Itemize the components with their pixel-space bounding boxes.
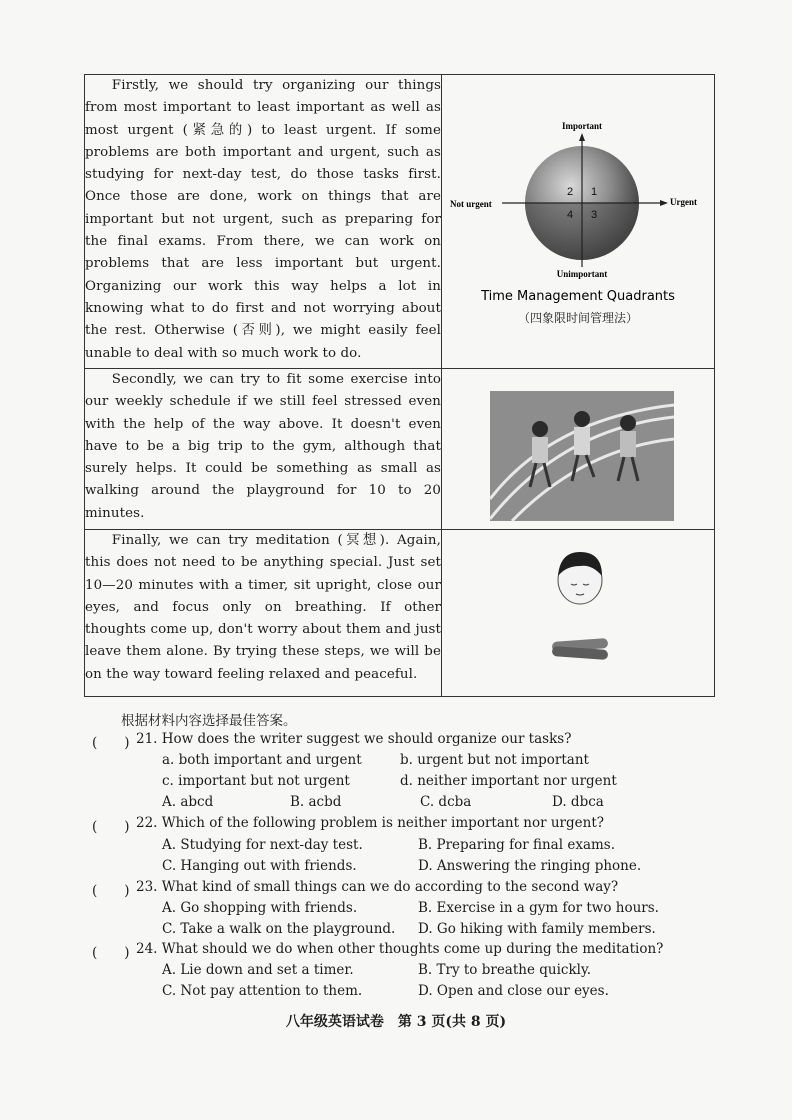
passage-cell-3 <box>85 530 442 697</box>
meditation-illustration <box>442 530 714 694</box>
passage-cell-1 <box>85 75 442 369</box>
q23-option-b[interactable]: B. Exercise in a gym for two hours. <box>418 900 659 916</box>
q21-item-b: b. urgent but not important <box>400 752 589 768</box>
q22-option-b[interactable]: B. Preparing for final exams. <box>418 837 616 853</box>
quadrant-diagram <box>442 75 714 305</box>
q24-option-b[interactable]: B. Try to breathe quickly. <box>418 962 592 978</box>
passage-paragraph-1: Firstly, we should try organizing our things from most important to least important as well as most urgent (紧急的) to least urgent. If some problems are both important and urgent, such as studying for next-day test, do those tasks first. Once those are done, work on things that are important but not urgent, such as preparing for the final exams. From there, we can work on problems that are less important but urgent. Organizing our work this way helps a lot in knowing what to do first and not worrying about the rest. Otherwise (否则), we might easily feel unable to deal with so much work to do. <box>85 78 441 361</box>
quadrant-figure-cell <box>442 75 715 369</box>
q24-option-c[interactable]: C. Not pay attention to them. <box>162 983 363 999</box>
answer-blank-23[interactable]: ( ) <box>92 883 130 899</box>
quadrant-1: 1 <box>591 186 598 198</box>
quadrant-3: 3 <box>591 209 598 221</box>
meditating-head-icon <box>558 552 602 604</box>
crossed-hands-icon <box>552 638 609 660</box>
q21-option-b[interactable]: B. acbd <box>290 794 342 810</box>
exercise-illustration-cell <box>442 369 715 530</box>
quadrant-4: 4 <box>567 209 574 221</box>
figure-caption-cn: （四象限时间管理法） <box>517 311 638 325</box>
q22-option-a[interactable]: A. Studying for next-day test. <box>162 837 363 853</box>
q23-option-c[interactable]: C. Take a walk on the playground. <box>162 921 396 937</box>
label-unimportant: Unimportant <box>556 269 608 279</box>
passage-cell-2 <box>85 369 442 530</box>
q21-item-a: a. both important and urgent <box>162 752 362 768</box>
q22-option-d[interactable]: D. Answering the ringing phone. <box>418 858 642 874</box>
question-22-text: 22. Which of the following problem is neither important nor urgent? <box>136 815 604 831</box>
figure-caption-en: Time Management Quadrants <box>481 289 675 304</box>
q21-item-d: d. neither important nor urgent <box>400 773 617 789</box>
kids-running-illustration <box>442 369 714 527</box>
label-not-urgent: Not urgent <box>450 199 492 209</box>
quadrant-2: 2 <box>567 186 574 198</box>
q22-option-c[interactable]: C. Hanging out with friends. <box>162 858 357 874</box>
q24-option-a[interactable]: A. Lie down and set a timer. <box>162 962 354 978</box>
question-21-text: 21. How does the writer suggest we should organize our tasks? <box>136 731 572 747</box>
q21-option-d[interactable]: D. dbca <box>552 794 604 810</box>
axis-arrow-right-icon <box>660 200 668 206</box>
page-footer: 八年级英语试卷 第 3 页(共 8 页) <box>285 1014 507 1030</box>
answer-blank-21[interactable]: ( ) <box>92 735 130 751</box>
q24-option-d[interactable]: D. Open and close our eyes. <box>418 983 609 999</box>
instruction: 根据材料内容选择最佳答案。 <box>121 713 297 729</box>
answer-blank-22[interactable]: ( ) <box>92 819 130 835</box>
reading-table <box>84 74 715 697</box>
q21-item-c: c. important but not urgent <box>162 773 350 789</box>
axis-arrow-up-icon <box>579 133 585 141</box>
meditation-illustration-cell <box>442 530 715 697</box>
q23-option-d[interactable]: D. Go hiking with family members. <box>418 921 656 937</box>
passage-paragraph-3: Finally, we can try meditation (冥想). Again, this does not need to be anything special. Just set 10—20 minutes with a timer, sit upright, close our eyes, and focus only on breathing. If other thoughts come up, don't worry about them and just leave them alone. By trying these steps, we will be on the way toward feeling relaxed and peaceful. <box>85 533 441 682</box>
label-important: Important <box>562 121 602 131</box>
q23-option-a[interactable]: A. Go shopping with friends. <box>162 900 358 916</box>
question-23-text: 23. What kind of small things can we do according to the second way? <box>136 879 619 895</box>
label-urgent: Urgent <box>670 197 697 207</box>
q21-option-c[interactable]: C. dcba <box>420 794 472 810</box>
q21-option-a[interactable]: A. abcd <box>162 794 214 810</box>
answer-blank-24[interactable]: ( ) <box>92 945 130 961</box>
question-24-text: 24. What should we do when other thoughts come up during the meditation? <box>136 941 664 957</box>
passage-paragraph-2: Secondly, we can try to fit some exercise into our weekly schedule if we still feel stressed even with the help of the way above. It doesn't even have to be a big trip to the gym, although that surely helps. It could be something as small as walking around the playground for 10 to 20 minutes. <box>85 372 441 521</box>
